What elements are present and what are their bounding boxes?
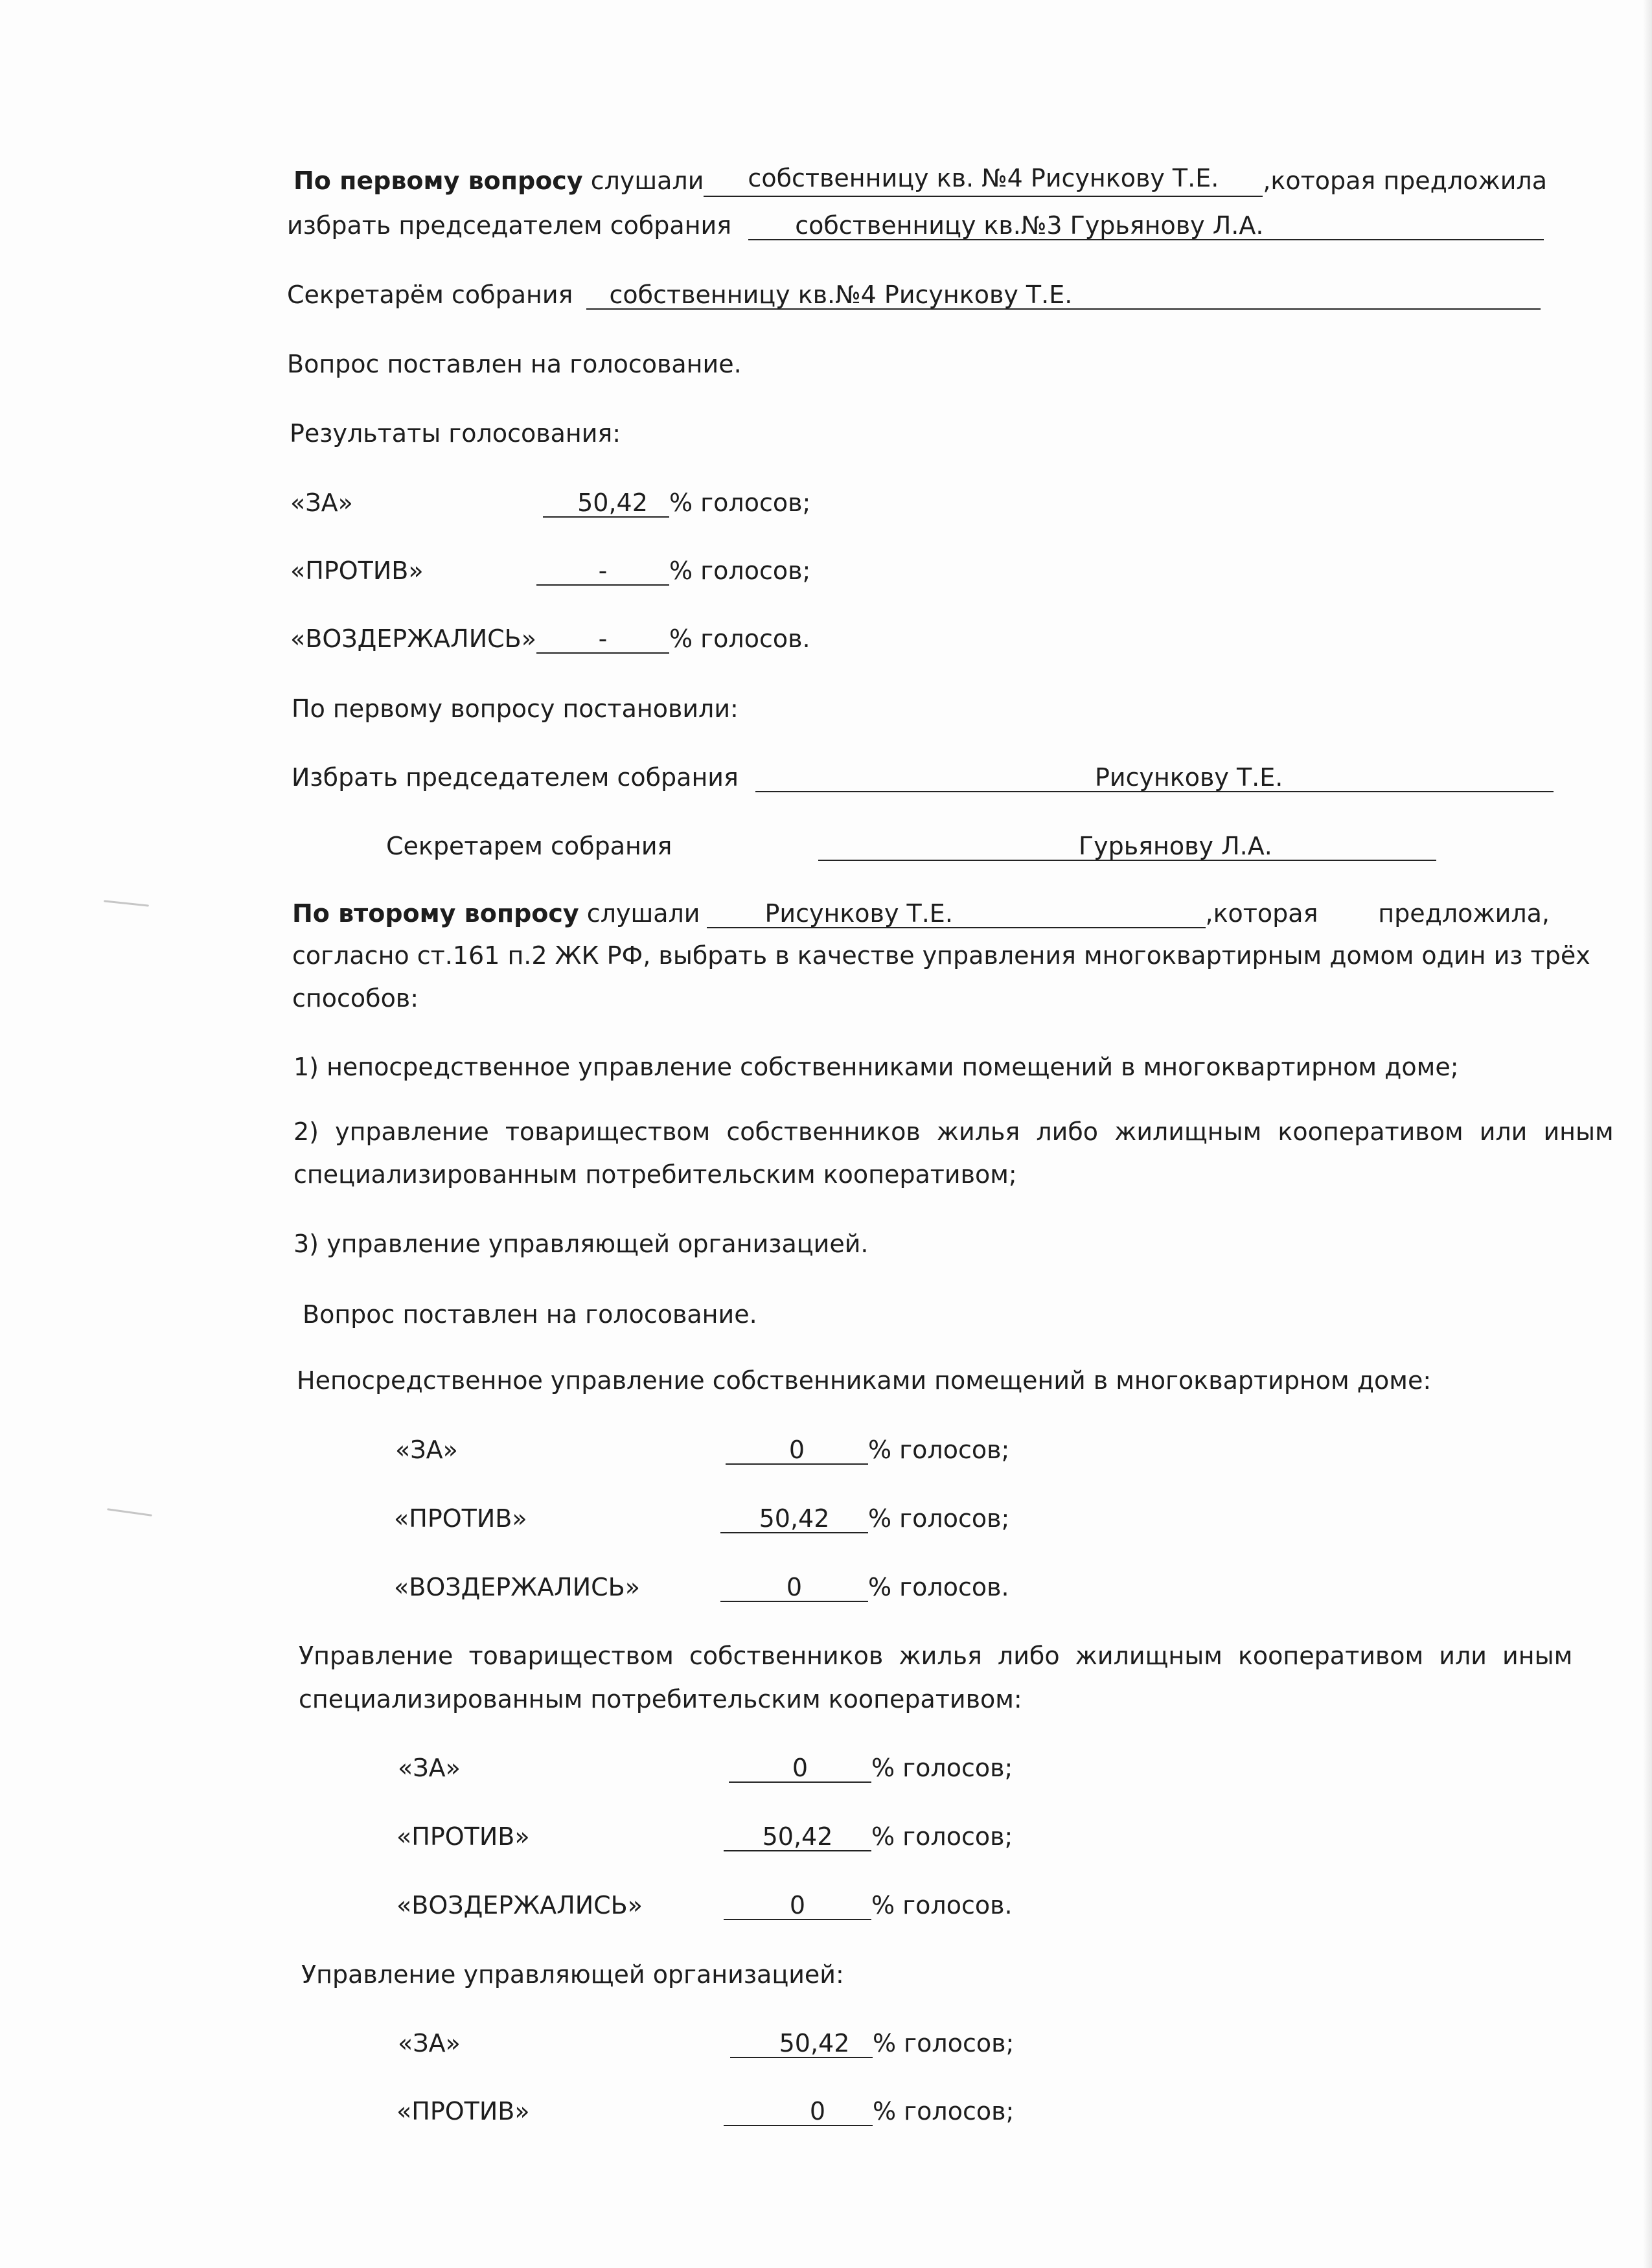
q1-vote-against-label: «ПРОТИВ» xyxy=(290,556,424,585)
s3-vote-for-suffix: % голосов; xyxy=(873,2029,1015,2057)
q1-secretary-value: собственницу кв.№4 Рисункову Т.Е. xyxy=(586,281,1541,310)
q2-heard-text: слушали xyxy=(586,899,700,928)
q1-secretary-label: Секретарём собрания xyxy=(287,281,573,309)
q1-resolved: По первому вопросу постановили: xyxy=(292,694,739,723)
s2-vote-against xyxy=(724,1820,1013,1853)
q1-vote-for xyxy=(543,487,810,519)
q2-speaker: Рисункову Т.Е. xyxy=(707,900,1206,928)
q1-vote-against-suffix: % голосов; xyxy=(669,556,811,585)
q1-elect-chair-line xyxy=(292,761,1554,794)
s2-vote-abstain xyxy=(724,1889,1013,1921)
s1-vote-for-label: «ЗА» xyxy=(395,1436,458,1464)
q1-vote-abstain-label: «ВОЗДЕРЖАЛИСЬ» xyxy=(290,624,536,653)
q1-vote-against-value: - xyxy=(536,557,669,586)
q1-heard-heading: По первому вопросу xyxy=(293,166,583,195)
q2-text-line3: способов: xyxy=(292,984,419,1013)
q1-heard-line xyxy=(293,165,1547,197)
q1-heard-text: слушали xyxy=(590,166,704,195)
s3-vote-for-value: 50,42 xyxy=(730,2030,873,2058)
q1-proposed: ,которая предложила xyxy=(1263,166,1547,195)
s1-vote-against-suffix: % голосов; xyxy=(868,1504,1010,1533)
q1-secretary-line xyxy=(287,279,1541,311)
s2-vote-for-value: 0 xyxy=(729,1754,871,1783)
s1-vote-abstain xyxy=(720,1571,1009,1603)
q1-chair-label: избрать председателем собрания xyxy=(287,211,732,240)
q1-vote-against xyxy=(536,555,810,587)
q2-heard-heading: По второму вопросу xyxy=(292,899,579,928)
q1-speaker: собственницу кв. №4 Рисункову Т.Е. xyxy=(704,165,1263,197)
q1-vote-abstain xyxy=(536,623,810,655)
q2-vote-put: Вопрос поставлен на голосование. xyxy=(303,1300,757,1329)
scan-mark xyxy=(107,1508,152,1517)
s2-vote-for-label: «ЗА» xyxy=(398,1754,461,1782)
s2-vote-abstain-value: 0 xyxy=(724,1892,871,1920)
scan-mark xyxy=(104,900,149,906)
q1-chair-line xyxy=(287,209,1544,242)
q1-results-label: Результаты голосования: xyxy=(290,419,621,448)
s3-vote-for-label: «ЗА» xyxy=(398,2029,461,2057)
q1-chair-value: собственницу кв.№3 Гурьянову Л.А. xyxy=(748,212,1544,240)
s2-vote-abstain-label: «ВОЗДЕРЖАЛИСЬ» xyxy=(396,1891,643,1919)
q1-vote-abstain-suffix: % голосов. xyxy=(669,624,810,653)
s1-vote-abstain-value: 0 xyxy=(720,1574,868,1602)
q2-section2-title-line2: специализированным потребительским кооперативом: xyxy=(299,1685,1022,1713)
scan-edge-shadow xyxy=(1643,0,1652,2268)
s3-vote-against-suffix: % голосов; xyxy=(873,2097,1015,2125)
q1-vote-abstain-value: - xyxy=(536,625,669,654)
q2-text-line2: согласно ст.161 п.2 ЖК РФ, выбрать в качестве управления многоквартирным домом один из трёх xyxy=(292,941,1590,970)
q2-option-1: 1) непосредственное управление собственниками помещений в многоквартирном доме; xyxy=(293,1053,1459,1081)
q2-section1-title: Непосредственное управление собственниками помещений в многоквартирном доме: xyxy=(297,1366,1432,1395)
q1-elect-chair-label: Избрать председателем собрания xyxy=(292,763,739,792)
q1-elect-secretary-field xyxy=(818,830,1436,862)
q2-proposed-word2: предложила, xyxy=(1378,899,1550,928)
s1-vote-abstain-label: «ВОЗДЕРЖАЛИСЬ» xyxy=(394,1573,640,1601)
q2-section2-title-line1: Управление товариществом собственников жилья либо жилищным кооперативом или иным xyxy=(299,1642,1573,1670)
s1-vote-against-label: «ПРОТИВ» xyxy=(394,1504,527,1533)
s1-vote-for-value: 0 xyxy=(726,1436,868,1465)
s1-vote-abstain-suffix: % голосов. xyxy=(868,1573,1009,1601)
q2-section3-title: Управление управляющей организацией: xyxy=(301,1960,844,1989)
q1-elect-secretary-value: Гурьянову Л.А. xyxy=(818,832,1436,861)
s3-vote-against-label: «ПРОТИВ» xyxy=(396,2097,530,2125)
s1-vote-for xyxy=(726,1434,1009,1466)
s2-vote-against-value: 50,42 xyxy=(724,1823,871,1851)
q2-proposed-word: ,которая xyxy=(1205,899,1318,928)
s2-vote-against-label: «ПРОТИВ» xyxy=(396,1822,530,1851)
s1-vote-for-suffix: % голосов; xyxy=(868,1436,1010,1464)
q1-vote-put: Вопрос поставлен на голосование. xyxy=(287,350,742,378)
q1-vote-for-value: 50,42 xyxy=(543,489,669,518)
s2-vote-for-suffix: % голосов; xyxy=(871,1754,1013,1782)
q2-heard-line xyxy=(292,897,1550,930)
s3-vote-against-value: 0 xyxy=(724,2098,873,2126)
s2-vote-abstain-suffix: % голосов. xyxy=(871,1891,1013,1919)
q1-elect-secretary-label: Секретарем собрания xyxy=(386,832,672,860)
q2-option-2-line2: специализированным потребительским кооперативом; xyxy=(293,1160,1017,1189)
s3-vote-against xyxy=(724,2095,1014,2127)
s2-vote-against-suffix: % голосов; xyxy=(871,1822,1013,1851)
q1-vote-for-label: «ЗА» xyxy=(290,488,353,517)
s1-vote-against xyxy=(720,1502,1009,1535)
q1-elect-chair-value: Рисункову Т.Е. xyxy=(755,764,1554,792)
q1-vote-for-suffix: % голосов; xyxy=(669,488,811,517)
s2-vote-for xyxy=(729,1752,1013,1784)
s1-vote-against-value: 50,42 xyxy=(720,1505,868,1533)
q2-option-3: 3) управление управляющей организацией. xyxy=(293,1230,869,1258)
s3-vote-for xyxy=(730,2027,1014,2059)
q2-option-2-line1: 2) управление товариществом собственников жилья либо жилищным кооперативом или иным xyxy=(293,1117,1614,1146)
